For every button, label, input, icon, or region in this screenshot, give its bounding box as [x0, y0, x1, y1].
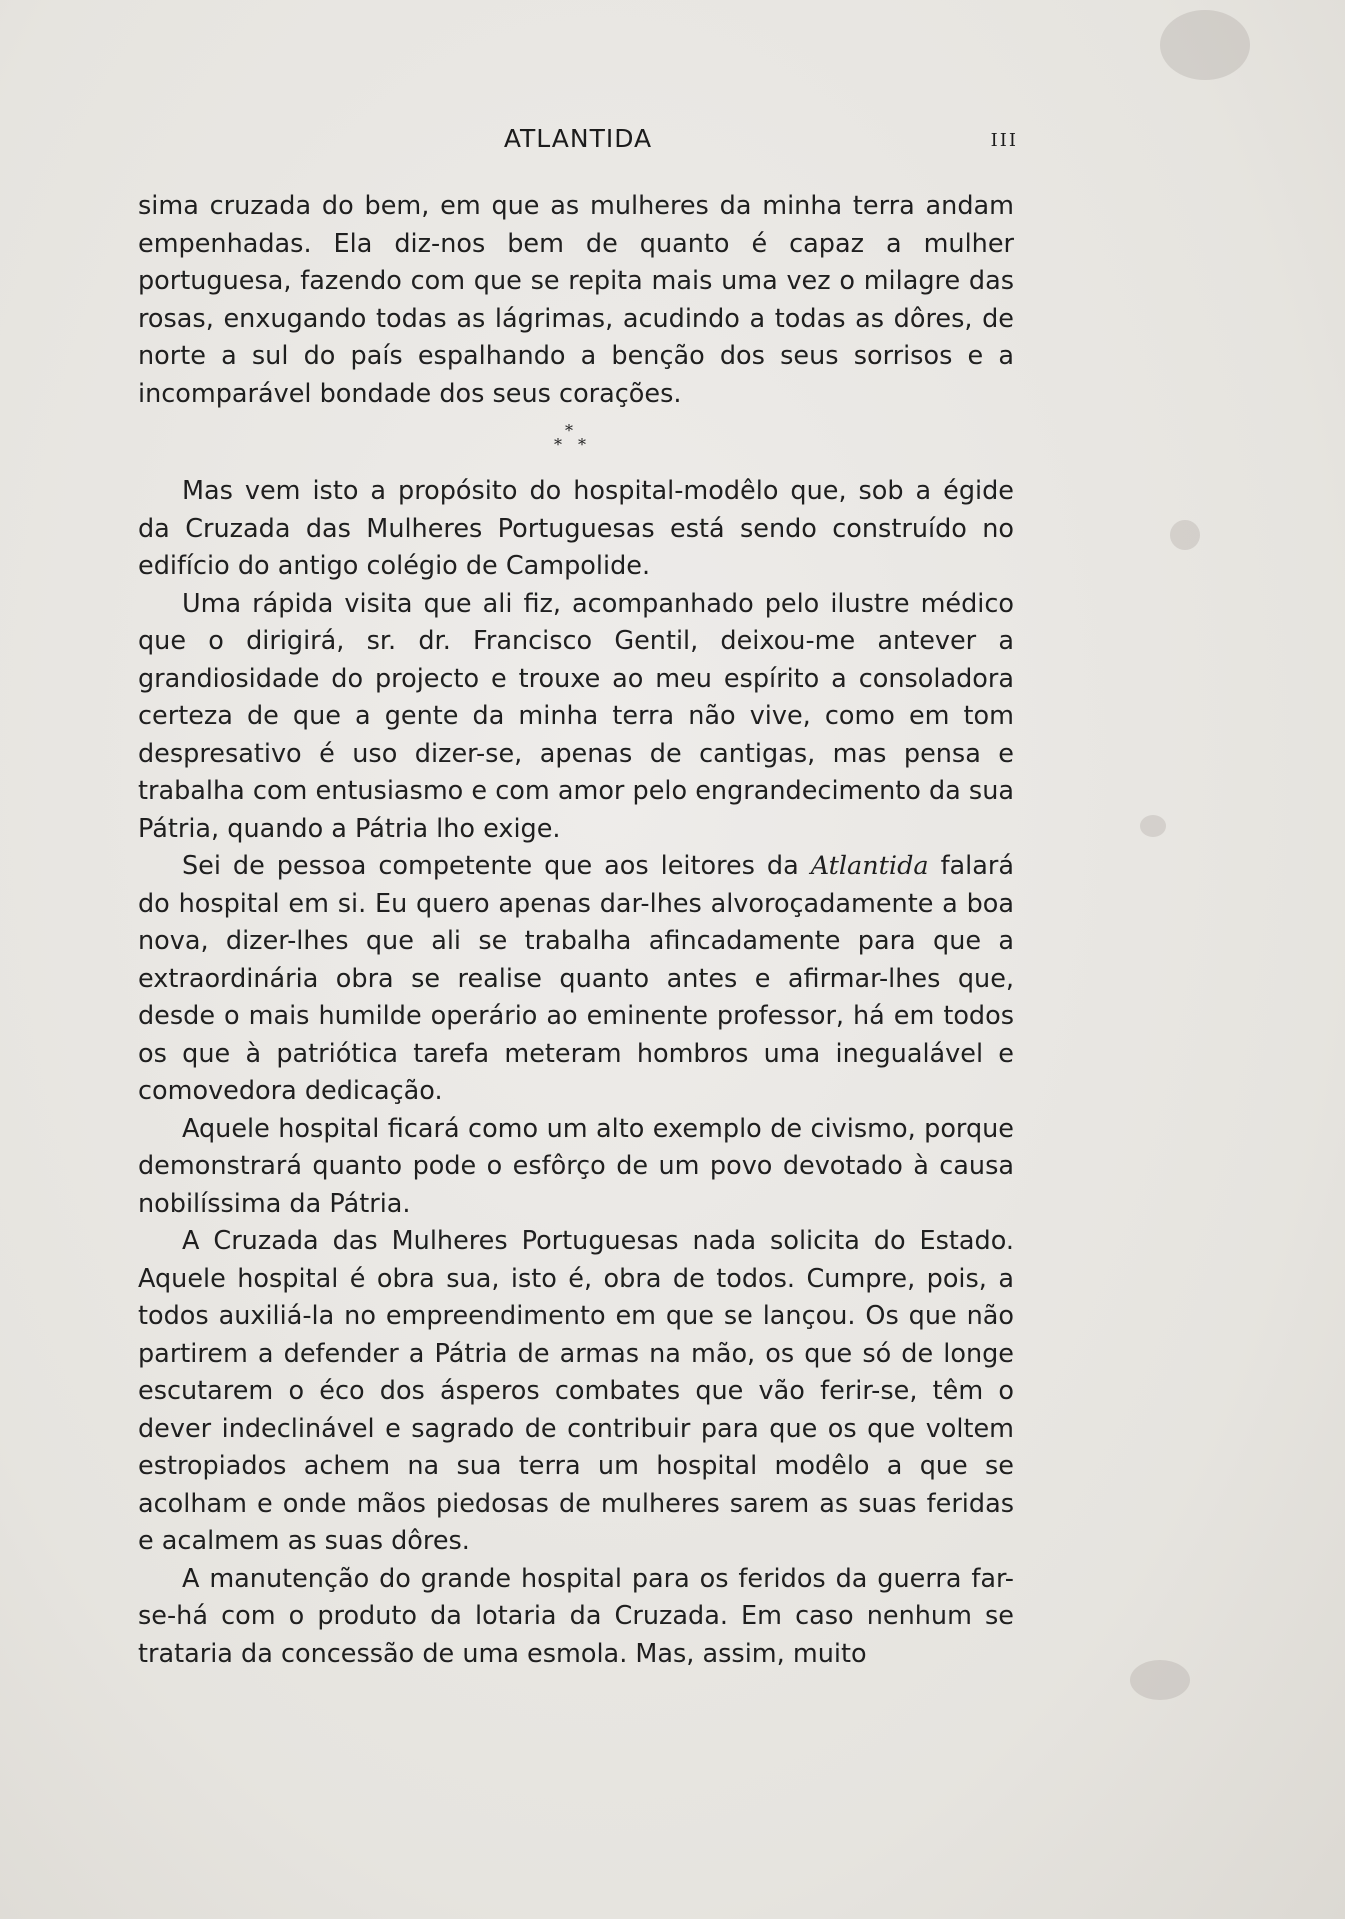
magazine-title: Atlantida — [810, 851, 929, 881]
asterism-star: * — [554, 435, 562, 454]
paragraph: Uma rápida visita que ali fiz, acompanhado pelo ilustre médico que o dirigirá, sr. dr. Francisco Gentil, deixou-me antever a grandiosidade do projecto e trouxe ao meu espírito a consoladora certeza de que a gente da minha terra não vive, como em tom despresativo é uso dizer-se, apenas de cantigas, mas pensa e trabalha com entusiasmo e com amor pelo engrandecimento da sua Pátria, quando a Pátria lho exige. — [138, 588, 1014, 844]
paragraph-text: falará do hospital em si. Eu quero apenas dar-lhes alvoroçadamente a boa nova, dizer-lhes que ali se trabalha afincadamente para que a extraordinária obra se realise quanto antes e afirmar-lhes que, desde o mais humilde operário ao eminente professor, há em todos os que à patriótica tarefa meteram hombros uma inegualável e comovedora dedicação. — [138, 851, 1014, 1106]
asterism-star: * — [565, 421, 573, 440]
paper-stain — [1160, 10, 1250, 80]
asterism-divider — [138, 413, 1014, 473]
paragraph: A manutenção do grande hospital para os feridos da guerra far-se-há com o produto da lotaria da Cruzada. Em caso nenhum se trataria da concessão de uma esmola. Mas, assim, muito — [138, 1563, 1014, 1669]
paragraph: A Cruzada das Mulheres Portuguesas nada solicita do Estado. Aquele hospital é obra sua, isto é, obra de todos. Cumpre, pois, a todos auxiliá-la no empreendimento em que se lançou. Os que não partirem a defender a Pátria de armas na mão, os que só de longe escutarem o éco dos ásperos combates que vão ferir-se, têm o dever indeclinável e sagrado de contribuir para que os que voltem estropiados achem na sua terra um hospital modêlo a que se acolham e onde mãos piedosas de mulheres sarem as suas feridas e acalmem as suas dôres. — [138, 1226, 1014, 1556]
body-text — [138, 188, 1014, 1673]
paper-stain — [1140, 815, 1166, 837]
paper-stain — [1130, 1660, 1190, 1700]
running-title: ATLANTIDA — [503, 124, 653, 153]
paragraph-text: Sei de pessoa competente que aos leitores da — [182, 851, 811, 881]
paragraph: sima cruzada do bem, em que as mulheres da minha terra andam empenhadas. Ela diz-nos bem de quanto é capaz a mulher portuguesa, fazendo com que se repita mais uma vez o milagre das rosas, enxugando todas as lágrimas, acudindo a todas as dôres, de norte a sul do país espalhando a benção dos seus sorrisos e a incomparável bondade dos seus corações. — [138, 191, 1014, 409]
paper-stain — [1170, 520, 1200, 550]
asterism-star: * — [578, 435, 586, 454]
page-header — [138, 118, 1018, 158]
page-number: III — [990, 130, 1018, 151]
paragraph — [138, 848, 1014, 1111]
paragraph: Mas vem isto a propósito do hospital-modêlo que, sob a égide da Cruzada das Mulheres Portuguesas está sendo construído no edifício do antigo colégio de Campolide. — [138, 476, 1014, 581]
paragraph: Aquele hospital ficará como um alto exemplo de civismo, porque demonstrará quanto pode o esfôrço de um povo devotado à causa nobilíssima da Pátria. — [138, 1113, 1014, 1219]
